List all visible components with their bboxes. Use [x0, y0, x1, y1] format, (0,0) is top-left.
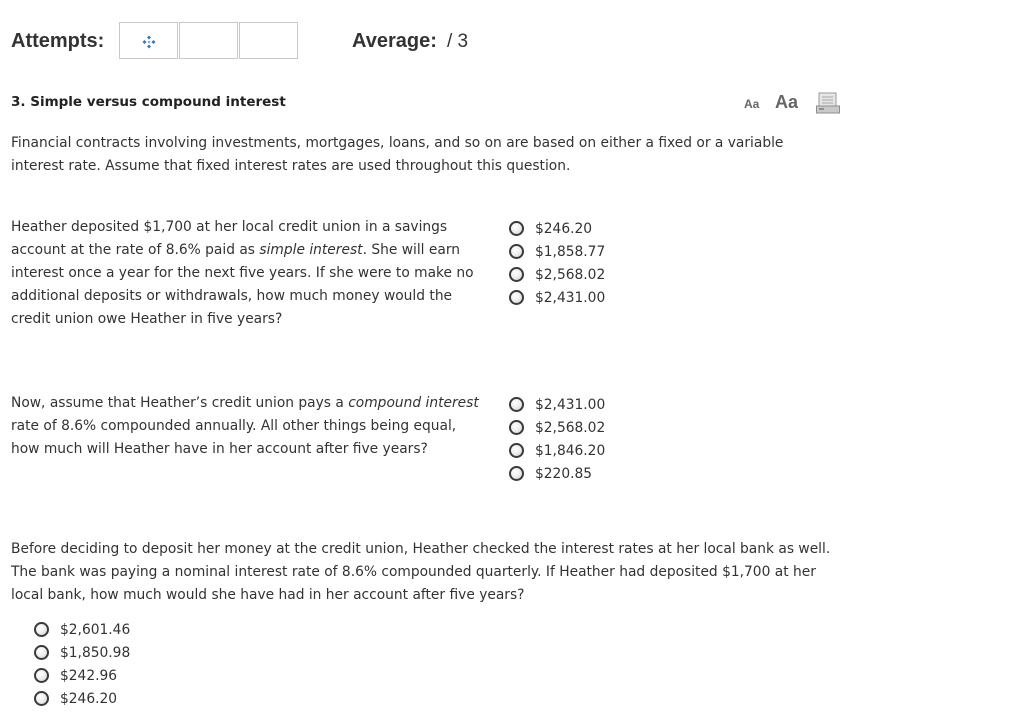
radio-button[interactable]	[509, 290, 524, 305]
part2-option-4[interactable]	[509, 462, 605, 485]
font-size-large-button[interactable]: Aa	[775, 92, 799, 112]
part3-option-4[interactable]	[34, 687, 130, 710]
radio-button[interactable]	[509, 221, 524, 236]
option-label: $242.96	[60, 667, 118, 684]
part2-text-b: rate of 8.6% compounded annually. All other things being equal, how much will Heather have in her account after five years?	[11, 418, 457, 457]
option-label: $2,601.46	[60, 621, 131, 638]
part1-option-2[interactable]	[509, 240, 605, 263]
radio-button[interactable]	[34, 668, 49, 683]
average-label: Average:	[352, 30, 437, 52]
font-size-small-button[interactable]: Aa	[744, 97, 760, 111]
part1-option-1[interactable]	[509, 217, 605, 240]
radio-button[interactable]	[509, 244, 524, 259]
radio-button[interactable]	[509, 397, 524, 412]
option-label: $246.20	[535, 220, 593, 237]
part3-option-1[interactable]	[34, 618, 130, 641]
part3-options	[34, 618, 130, 710]
option-label: $1,858.77	[535, 243, 606, 260]
question-title: 3. Simple versus compound interest	[11, 94, 286, 110]
option-label: $1,846.20	[535, 442, 606, 459]
part3-option-2[interactable]	[34, 641, 130, 664]
attempt-box-2[interactable]	[179, 22, 238, 59]
part1-option-4[interactable]	[509, 286, 605, 309]
attempt-box-1[interactable]	[119, 22, 178, 59]
option-label: $2,568.02	[535, 419, 606, 436]
option-label: $2,568.02	[535, 266, 606, 283]
part1-options	[509, 217, 605, 309]
print-icon[interactable]	[816, 92, 840, 114]
part1-question	[11, 216, 486, 331]
radio-button[interactable]	[509, 267, 524, 282]
attempt-box-3[interactable]	[239, 22, 298, 59]
part3-option-3[interactable]	[34, 664, 130, 687]
part1-text-em: simple interest	[259, 242, 363, 258]
part2-text-a: Now, assume that Heather’s credit union pays a	[11, 395, 349, 411]
option-label: $2,431.00	[535, 396, 606, 413]
radio-button[interactable]	[34, 645, 49, 660]
radio-button[interactable]	[34, 622, 49, 637]
part3-question: Before deciding to deposit her money at the credit union, Heather checked the interest rates at her local bank as well. The bank was paying a nominal interest rate of 8.6% compounded quarterly. If Heather had deposited $1,700 at her local bank, how much would she have had in her account after five years?	[11, 541, 831, 603]
option-label: $220.85	[535, 465, 593, 482]
part1-text-b: . She will earn interest once a year for the next five years. If she were to make no additional deposits or withdrawals, how much money would the credit union owe Heather in five years?	[11, 242, 474, 327]
average-value: / 3	[447, 31, 469, 52]
part1-text-a: Heather deposited $1,700 at her local credit union in a savings account at the rate of 8.6% paid as	[11, 219, 448, 258]
option-label: $246.20	[60, 690, 118, 707]
radio-button[interactable]	[509, 443, 524, 458]
intro-paragraph: Financial contracts involving investments, mortgages, loans, and so on are based on either a fixed or a variable interest rate. Assume that fixed interest rates are used throughout this question.	[11, 135, 784, 174]
part2-option-3[interactable]	[509, 439, 605, 462]
part2-text-em: compound interest	[348, 395, 479, 411]
radio-button[interactable]	[509, 420, 524, 435]
part2-question	[11, 392, 486, 461]
attempts-label: Attempts:	[11, 30, 105, 52]
option-label: $1,850.98	[60, 644, 131, 661]
diamond-cluster-icon	[142, 35, 156, 49]
option-label: $2,431.00	[535, 289, 606, 306]
part2-options	[509, 393, 605, 485]
radio-button[interactable]	[34, 691, 49, 706]
part1-option-3[interactable]	[509, 263, 605, 286]
part2-option-1[interactable]	[509, 393, 605, 416]
part2-option-2[interactable]	[509, 416, 605, 439]
attempt-boxes	[119, 22, 300, 59]
radio-button[interactable]	[509, 466, 524, 481]
